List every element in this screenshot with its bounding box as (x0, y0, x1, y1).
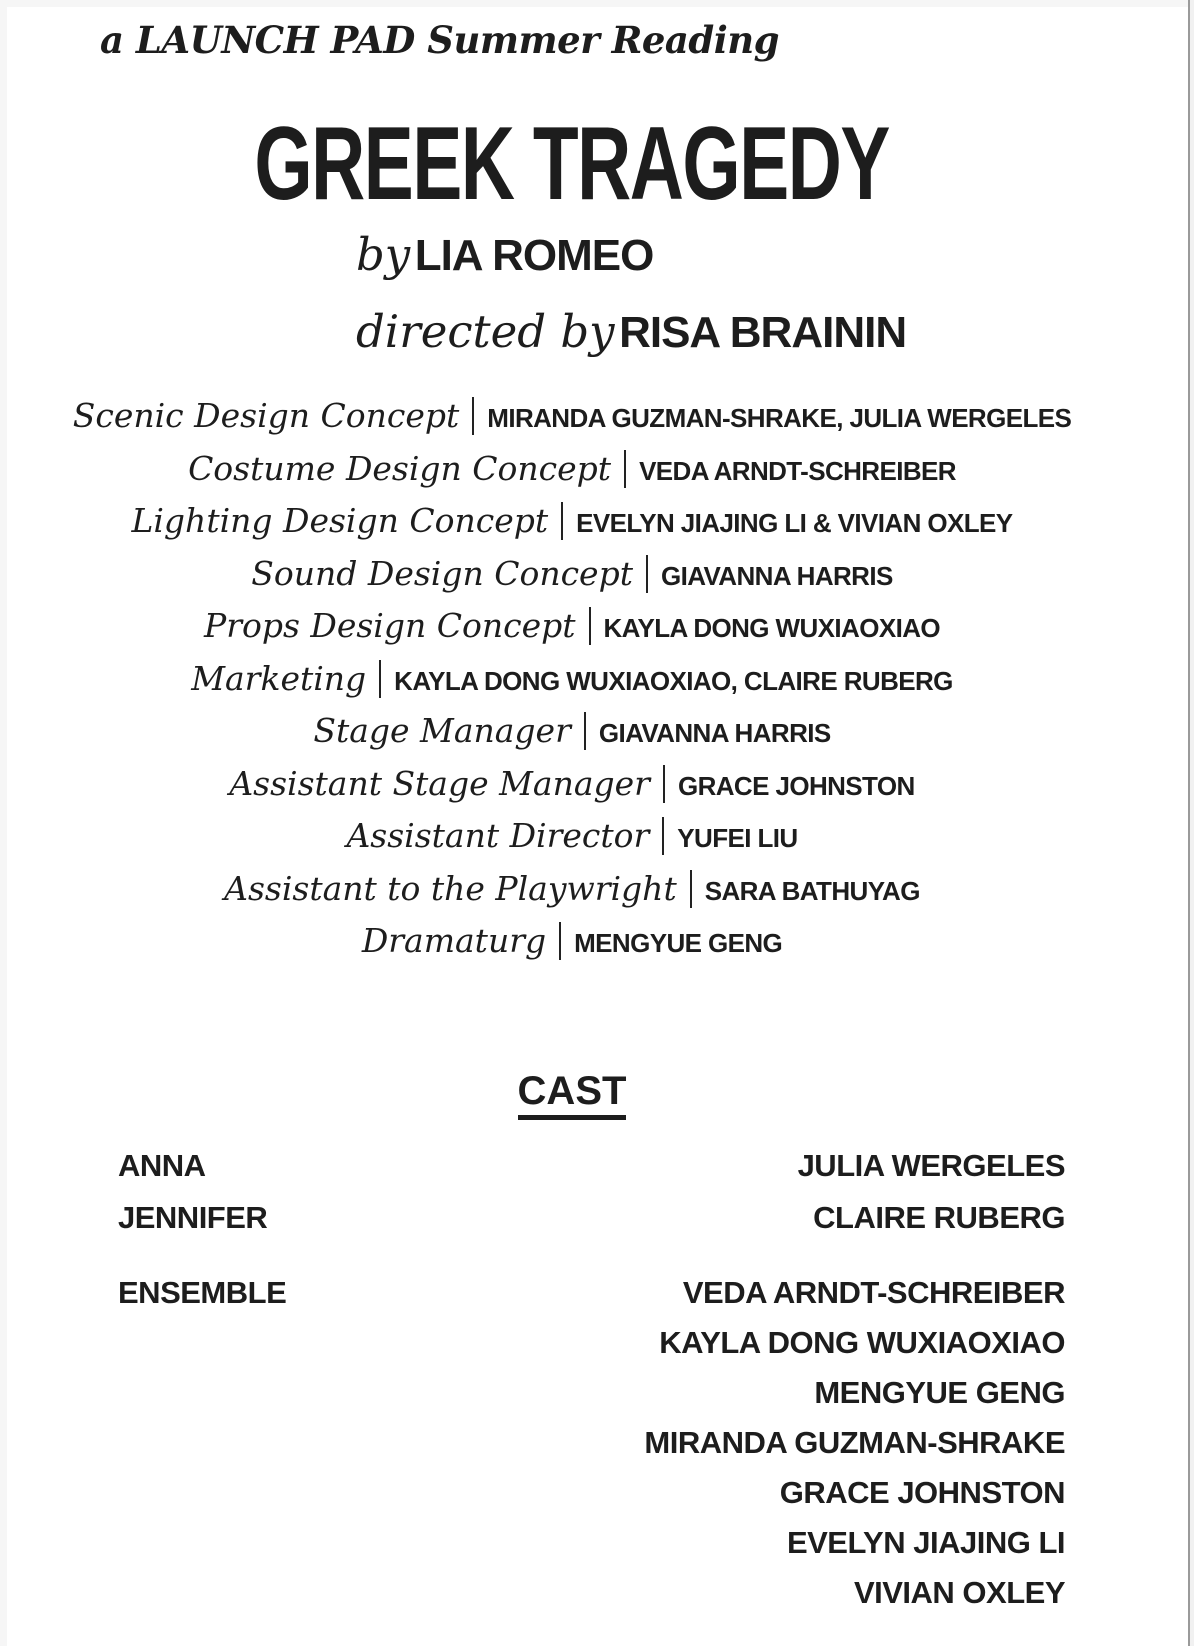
production-credits-list (0, 390, 1169, 968)
credit-role: Assistant to the Playwright (224, 868, 677, 908)
credit-names: GRACE JOHNSTON (677, 770, 915, 801)
page-right-edge (1188, 0, 1194, 1646)
pipe-separator (589, 607, 591, 645)
page-top-edge (0, 0, 1194, 7)
ensemble-name: EVELYN JIAJING LI (786, 1525, 1065, 1560)
title-block (0, 106, 1144, 222)
credit-role: Marketing (191, 658, 367, 698)
cast-role: ANNA (118, 1148, 206, 1183)
cast-name: JULIA WERGELES (797, 1148, 1065, 1183)
credit-role: Scenic Design Concept (72, 396, 460, 435)
credit-role: Lighting Design Concept (131, 501, 549, 540)
credit-line (0, 915, 1169, 968)
credit-role: Assistant Director (346, 816, 650, 855)
directed-by-prefix: directed by (356, 305, 615, 358)
cast-table (118, 1140, 1065, 1618)
credit-line (0, 653, 1169, 706)
cast-row (118, 1140, 1065, 1192)
director-name-text: RISA BRAININ (619, 308, 907, 357)
ensemble-name: KAYLA DONG WUXIAOXIAO (659, 1325, 1065, 1360)
credit-names: KAYLA DONG WUXIAOXIAO (603, 613, 940, 643)
credit-names: EVELYN JIAJING LI & VIVIAN OXLEY (576, 508, 1013, 538)
byline-block (356, 222, 906, 376)
credit-line (0, 390, 1169, 443)
credit-names: KAYLA DONG WUXIAOXIAO, CLAIRE RUBERG (394, 665, 953, 696)
credit-role: Assistant Stage Manager (229, 763, 650, 803)
ensemble-role: ENSEMBLE (118, 1275, 287, 1310)
director-name (619, 308, 906, 357)
ensemble-name: GRACE JOHNSTON (779, 1475, 1065, 1510)
cast-role: JENNIFER (118, 1200, 268, 1235)
credit-names: VEDA ARNDT-SCHREIBER (639, 455, 956, 486)
credit-line (0, 548, 1169, 601)
pipe-separator (559, 922, 561, 960)
show-title: GREEK TRAGEDY (254, 106, 890, 222)
ensemble-name: VEDA ARNDT-SCHREIBER (682, 1275, 1065, 1310)
ensemble-name: VIVIAN OXLEY (853, 1575, 1065, 1610)
credit-line (0, 863, 1169, 916)
ensemble-name: MIRANDA GUZMAN-SHRAKE (644, 1425, 1065, 1460)
cast-spacer (118, 1244, 1065, 1268)
cast-heading: CAST (518, 1068, 627, 1120)
pipe-separator (472, 397, 474, 435)
ensemble-row (118, 1268, 1065, 1618)
ensemble-names-list (644, 1268, 1065, 1618)
pipe-separator (663, 765, 665, 803)
pipe-separator (584, 712, 586, 750)
credit-names: YUFEI LIU (677, 823, 798, 853)
cast-name: CLAIRE RUBERG (813, 1200, 1065, 1235)
pipe-separator (646, 555, 648, 593)
byline-prefix: by (356, 228, 411, 281)
credit-line (0, 705, 1169, 758)
playwright-line (356, 222, 906, 299)
cast-row (118, 1192, 1065, 1244)
credit-line (0, 443, 1169, 496)
credit-names: MENGYUE GENG (574, 928, 783, 958)
cast-heading-block (0, 1068, 1144, 1120)
pipe-separator (379, 660, 381, 698)
credit-line (0, 758, 1169, 811)
pipe-separator (662, 817, 664, 855)
credit-role: Costume Design Concept (188, 448, 612, 488)
ensemble-name: MENGYUE GENG (814, 1375, 1065, 1410)
credit-names: GIAVANNA HARRIS (598, 718, 831, 748)
credit-role: Sound Design Concept (251, 553, 633, 593)
credit-role: Stage Manager (313, 711, 571, 750)
credit-names: GIAVANNA HARRIS (660, 560, 893, 591)
credit-names: SARA BATHUYAG (704, 875, 920, 906)
credit-role: Props Design Concept (203, 606, 576, 645)
playwright-name (415, 231, 654, 280)
pipe-separator (561, 502, 563, 540)
credit-line (0, 495, 1169, 548)
pipe-separator (624, 450, 626, 488)
credit-role: Dramaturg (361, 921, 547, 960)
pipe-separator (690, 870, 692, 908)
playwright-name-text: LIA ROMEO (414, 231, 654, 280)
series-tagline: a LAUNCH PAD Summer Reading (100, 18, 780, 62)
credit-names: MIRANDA GUZMAN-SHRAKE, JULIA WERGELES (487, 403, 1072, 433)
credit-line (0, 600, 1169, 653)
director-line (356, 299, 906, 376)
credit-line (0, 810, 1169, 863)
